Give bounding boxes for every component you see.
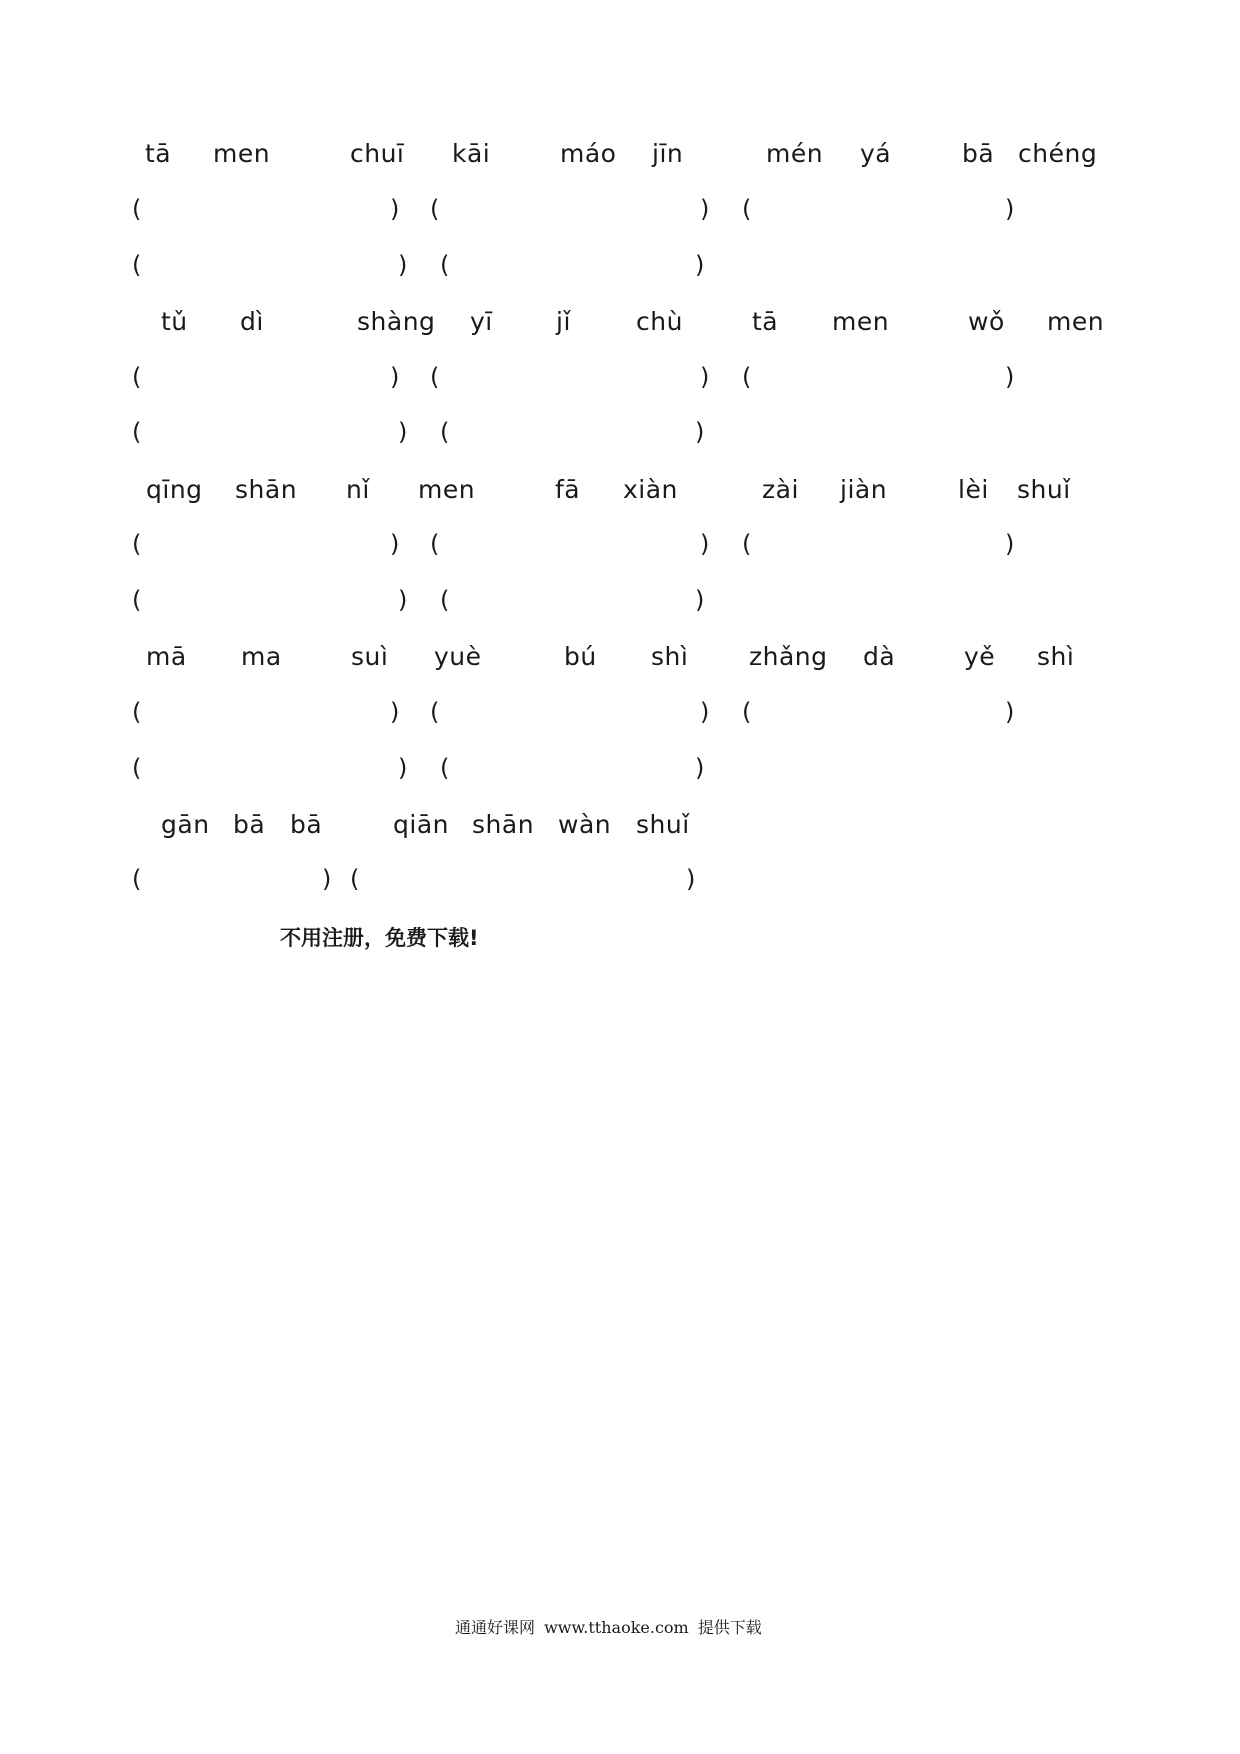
open-paren: ( [440,754,450,782]
pinyin-syllable: shān [472,810,535,839]
open-paren: ( [742,530,752,558]
pinyin-syllable: fā [555,475,581,504]
close-paren: ) [700,698,710,726]
pinyin-syllable: shān [235,475,298,504]
pinyin-syllable: yuè [434,642,482,671]
open-paren: ( [350,865,360,893]
close-paren: ) [686,865,696,893]
free-download-note: 不用注册，免费下载! [280,926,479,950]
pinyin-syllable: lèi [958,475,989,504]
pinyin-syllable: bā [962,139,995,168]
pinyin-syllable: zhǎng [749,642,828,671]
open-paren: ( [132,586,142,614]
close-paren: ) [700,530,710,558]
pinyin-syllable: tǔ [161,307,188,336]
close-paren: ) [695,418,705,446]
close-paren: ) [695,586,705,614]
pinyin-syllable: men [213,139,271,168]
open-paren: ( [132,754,142,782]
pinyin-syllable: wǒ [968,307,1005,336]
close-paren: ) [390,195,400,223]
open-paren: ( [742,363,752,391]
open-paren: ( [742,698,752,726]
pinyin-syllable: kāi [452,139,491,168]
pinyin-syllable: yě [964,642,996,671]
pinyin-syllable: dà [863,642,896,671]
pinyin-syllable: men [832,307,890,336]
pinyin-syllable: suì [351,642,389,671]
open-paren: ( [430,698,440,726]
pinyin-syllable: xiàn [623,475,678,504]
close-paren: ) [390,530,400,558]
pinyin-syllable: shuǐ [1017,475,1071,504]
close-paren: ) [1005,363,1015,391]
pinyin-syllable: bú [564,642,597,671]
pinyin-syllable: mén [766,139,824,168]
open-paren: ( [132,530,142,558]
pinyin-syllable: jǐ [556,307,571,336]
pinyin-syllable: mā [146,642,187,671]
pinyin-syllable: yī [470,307,493,336]
close-paren: ) [390,363,400,391]
close-paren: ) [695,251,705,279]
pinyin-syllable: qīng [146,475,203,504]
close-paren: ) [398,586,408,614]
pinyin-syllable: máo [560,139,617,168]
pinyin-syllable: tā [145,139,172,168]
open-paren: ( [132,251,142,279]
open-paren: ( [132,698,142,726]
pinyin-syllable: chéng [1018,139,1098,168]
footer-credit: 通通好课网 www.tthaoke.com 提供下载 [455,1618,762,1637]
pinyin-syllable: chuī [350,139,405,168]
pinyin-syllable: dì [240,307,264,336]
pinyin-syllable: shuǐ [636,810,690,839]
open-paren: ( [132,363,142,391]
close-paren: ) [1005,195,1015,223]
pinyin-syllable: men [418,475,476,504]
pinyin-syllable: gān [161,810,210,839]
close-paren: ) [390,698,400,726]
open-paren: ( [440,586,450,614]
open-paren: ( [742,195,752,223]
close-paren: ) [1005,530,1015,558]
close-paren: ) [322,865,332,893]
pinyin-syllable: tā [752,307,779,336]
open-paren: ( [440,418,450,446]
pinyin-syllable: yá [860,139,892,168]
pinyin-syllable: bā [233,810,266,839]
pinyin-syllable: shàng [357,307,436,336]
open-paren: ( [430,530,440,558]
pinyin-syllable: qiān [393,810,449,839]
close-paren: ) [398,251,408,279]
open-paren: ( [132,865,142,893]
open-paren: ( [132,195,142,223]
open-paren: ( [430,363,440,391]
close-paren: ) [398,418,408,446]
pinyin-syllable: shì [1037,642,1075,671]
pinyin-syllable: men [1047,307,1105,336]
open-paren: ( [132,418,142,446]
open-paren: ( [430,195,440,223]
close-paren: ) [700,195,710,223]
pinyin-syllable: chù [636,307,683,336]
pinyin-syllable: jiàn [840,475,888,504]
pinyin-syllable: ma [241,642,282,671]
close-paren: ) [695,754,705,782]
close-paren: ) [700,363,710,391]
pinyin-syllable: wàn [558,810,612,839]
pinyin-syllable: nǐ [346,475,370,504]
pinyin-syllable: jīn [652,139,684,168]
close-paren: ) [1005,698,1015,726]
close-paren: ) [398,754,408,782]
pinyin-syllable: bā [290,810,323,839]
pinyin-syllable: shì [651,642,689,671]
pinyin-syllable: zài [762,475,799,504]
open-paren: ( [440,251,450,279]
